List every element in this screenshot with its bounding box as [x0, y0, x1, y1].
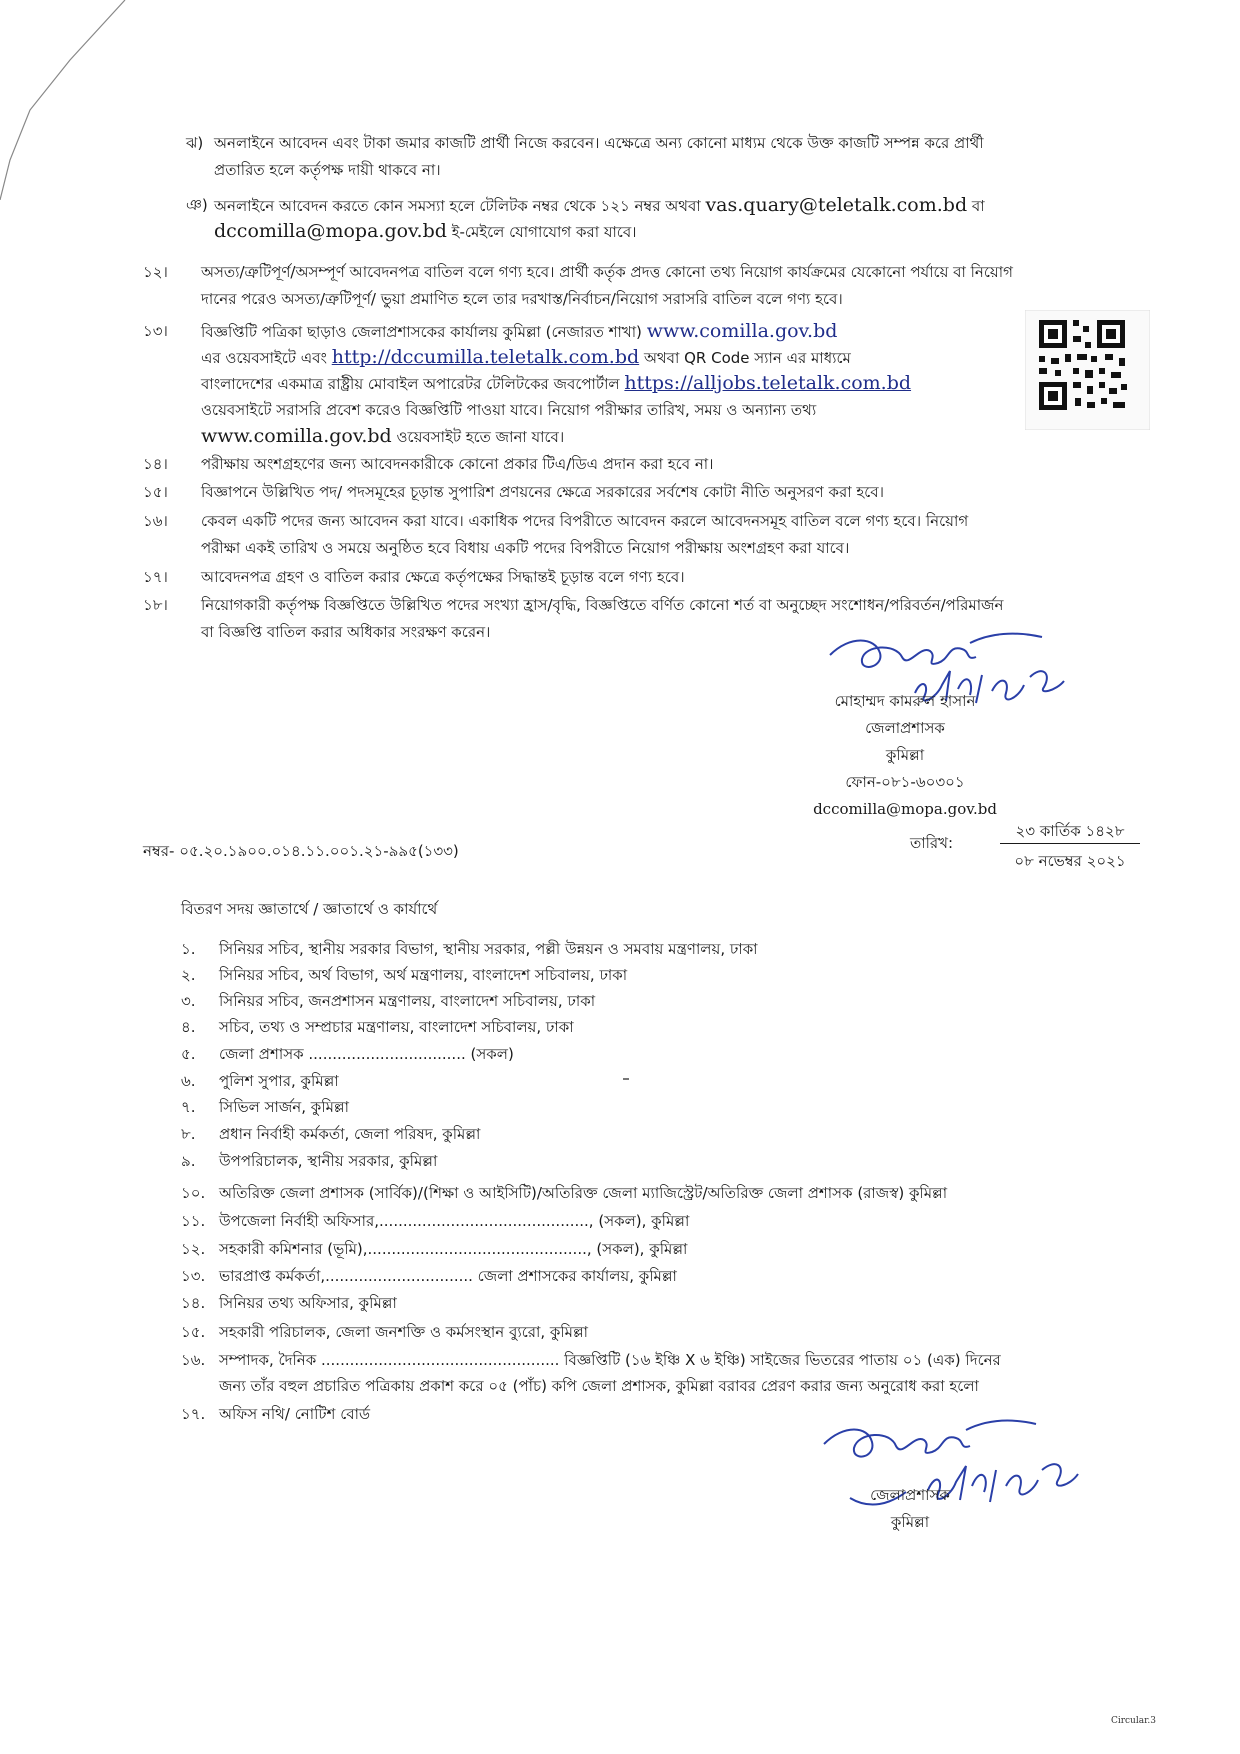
- distribution-item: [181, 1094, 349, 1120]
- distribution-item: [181, 1180, 947, 1206]
- item-jha-label: ঝ): [186, 134, 204, 152]
- distribution-item-number: ১১.: [181, 1212, 206, 1230]
- distribution-item-text: সিনিয়র সচিব, জনপ্রশাসন মন্ত্রণালয়, বাংলাদেশ সচিবালয়, ঢাকা: [219, 992, 596, 1010]
- distribution-item: [181, 1319, 588, 1345]
- distribution-item-number: ১৪.: [181, 1294, 206, 1312]
- distribution-item: [181, 1290, 397, 1316]
- item-nya-line1: অনলাইনে আবেদন করতে কোন সমস্যা হলে টেলিটক নম্বর থেকে ১২১ নম্বর অথবা vas.quary@teletalk.com.bd বা: [214, 194, 985, 216]
- item-nya-label: ঞ): [186, 196, 208, 214]
- distribution-item-text: উপপরিচালক, স্থানীয় সরকার, কুমিল্লা: [219, 1152, 438, 1170]
- clause-18-number: ১৮।: [143, 596, 168, 614]
- clause-12-line2: দানের পরেও অসত্য/ত্রুটিপূর্ণ/ ভুয়া প্রমাণিত হলে তার দরখাস্ত/নির্বাচন/নিয়োগ সরাসরি বাতিল বলে গণ্য হবে।: [201, 290, 843, 308]
- dc-email[interactable]: dccomilla@mopa.gov.bd: [214, 220, 447, 242]
- clause-16-line2: পরীক্ষা একই তারিখ ও সময়ে অনুষ্ঠিত হবে বিধায় একটি পদের বিপরীতে নিয়োগ পরীক্ষায় অংশগ্রহণ করা যাবে।: [201, 539, 850, 557]
- distribution-item-number: ১৫.: [181, 1323, 206, 1341]
- distribution-item: [181, 1236, 687, 1262]
- distribution-item: [181, 1263, 677, 1289]
- distribution-item: [181, 1401, 370, 1427]
- distribution-item-text: সহকারী কমিশনার (ভূমি),.............................................., (সকল), কুমিল্লা: [219, 1240, 688, 1258]
- distribution-item-text: সিনিয়র সচিব, স্থানীয় সরকার বিভাগ, স্থানীয় সরকার, পল্লী উন্নয়ন ও সমবায় মন্ত্রণালয়, ঢাকা: [219, 940, 758, 958]
- distribution-heading: বিতরণ সদয় জ্ঞাতার্থে / জ্ঞাতার্থে ও কার্যার্থে: [181, 900, 438, 918]
- distribution-item-text: সিনিয়র তথ্য অফিসার, কুমিল্লা: [219, 1294, 397, 1312]
- signatory2-designation: জেলাপ্রশাসক: [870, 1486, 950, 1504]
- signatory-name: মোহাম্মদ কামরুল হাসান: [834, 692, 976, 710]
- clause-14-number: ১৪।: [143, 455, 168, 473]
- distribution-item-text: সিভিল সার্জন, কুমিল্লা: [219, 1098, 349, 1116]
- distribution-item-number: ৬.: [181, 1072, 196, 1090]
- distribution-item-text: পুলিশ সুপার, কুমিল্লা: [219, 1072, 339, 1090]
- distribution-item-text: সহকারী পরিচালক, জেলা জনশক্তি ও কর্মসংস্থান ব্যুরো, কুমিল্লা: [219, 1323, 588, 1341]
- item-jha-line2: প্রতারিত হলে কর্তৃপক্ষ দায়ী থাকবে না।: [214, 161, 441, 179]
- distribution-item: [181, 1014, 574, 1040]
- signatory-place: কুমিল্লা: [885, 746, 925, 764]
- clause-15-number: ১৫।: [143, 483, 168, 501]
- distribution-item: [181, 1148, 437, 1174]
- distribution-item: [181, 1121, 480, 1147]
- date-divider: [1000, 843, 1140, 844]
- distribution-item-number: ১৭.: [181, 1405, 206, 1423]
- item-jha-line1: অনলাইনে আবেদন এবং টাকা জমার কাজটি প্রার্থী নিজে করবেন। এক্ষেত্রে অন্য কোনো মাধ্যম থেকে উক্ত কাজটি সম্পন্ন করে প্রার্থী: [214, 134, 984, 152]
- distribution-item-text: প্রধান নির্বাহী কর্মকর্তা, জেলা পরিষদ, কুমিল্লা: [219, 1125, 481, 1143]
- qr-code-icon[interactable]: [1025, 310, 1150, 430]
- distribution-item: [181, 1347, 1001, 1373]
- distribution-item-number: ৪.: [181, 1018, 196, 1036]
- clause-18-line2: বা বিজ্ঞপ্তি বাতিল করার অধিকার সংরক্ষণ করেন।: [201, 623, 491, 641]
- clause-13-number: ১৩।: [143, 322, 168, 340]
- clause-12-line1: অসত্য/ত্রুটিপূর্ণ/অসম্পূর্ণ আবেদনপত্র বাতিল বলে গণ্য হবে। প্রার্থী কর্তৃক প্রদত্ত কোনো তথ্য নিয়োগ কার্যক্রমের যেকোনো পর্যায়ে বা নিয়োগ: [201, 263, 1013, 281]
- date-english: ০৮ নভেম্বর ২০২১: [1014, 852, 1126, 870]
- clause-17-number: ১৭।: [143, 568, 168, 586]
- distribution-item-number: ৫.: [181, 1045, 196, 1063]
- distribution-item: [181, 936, 758, 962]
- signatory-designation: জেলাপ্রশাসক: [865, 719, 945, 737]
- distribution-item-number: ৭.: [181, 1098, 196, 1116]
- date-bangla: ২৩ কার্তিক ১৪২৮: [1015, 822, 1125, 840]
- memo-number: নম্বর- ০৫.২০.১৯০০.০১৪.১১.০০১.২১-৯৯৫(১৩৩): [143, 842, 459, 860]
- distribution-item: [181, 962, 627, 988]
- dccumilla-teletalk-link[interactable]: http://dccumilla.teletalk.com.bd: [331, 346, 640, 368]
- scan-edge-mark: [0, 0, 160, 200]
- distribution-item-number: ১.: [181, 940, 196, 958]
- clause-13-line5: www.comilla.gov.bd ওয়েবসাইট হতে জানা যাবে।: [201, 425, 565, 447]
- distribution-item-text: জেলা প্রশাসক ................................. (সকল): [219, 1045, 514, 1063]
- comilla-website-text[interactable]: www.comilla.gov.bd: [201, 425, 392, 447]
- clause-13-line1: বিজ্ঞপ্তিটি পত্রিকা ছাড়াও জেলাপ্রশাসকের কার্যালয় কুমিল্লা (নেজারত শাখা) www.comilla.gov.bd: [201, 320, 838, 342]
- distribution-item-text: ভারপ্রাপ্ত কর্মকর্তা,............................... জেলা প্রশাসকের কার্যালয়, কুমিল্লা: [219, 1267, 677, 1285]
- signatory-email[interactable]: dccomilla@mopa.gov.bd: [813, 800, 997, 818]
- distribution-item-number: ২.: [181, 966, 196, 984]
- date-label: তারিখ:: [910, 834, 954, 852]
- clause-18-line1: নিয়োগকারী কর্তৃপক্ষ বিজ্ঞপ্তিতে উল্লিখিত পদের সংখ্যা হ্রাস/বৃদ্ধি, বিজ্ঞপ্তিতে বর্ণিত কোনো শর্ত বা অনুচ্ছেদ সংশোধন/পরিবর্তন/পরিমার্জন: [201, 596, 1004, 614]
- distribution-item-text: অফিস নথি/ নোটিশ বোর্ড: [219, 1405, 371, 1423]
- clause-13-line2: এর ওয়েবসাইটে এবং http://dccumilla.teletalk.com.bd অথবা QR Code স্যান এর মাধ্যমে: [201, 346, 851, 368]
- distribution-item-number: ১২.: [181, 1240, 206, 1258]
- distribution-item: [181, 1068, 339, 1094]
- clause-16-line1: কেবল একটি পদের জন্য আবেদন করা যাবে। একাধিক পদের বিপরীতে আবেদন করলে আবেদনসমূহ বাতিল বলে গণ্য হবে। নিয়োগ: [201, 512, 969, 530]
- distribution-item-text: সচিব, তথ্য ও সম্প্রচার মন্ত্রণালয়, বাংলাদেশ সচিবালয়, ঢাকা: [219, 1018, 574, 1036]
- distribution-item-text: অতিরিক্ত জেলা প্রশাসক (সার্বিক)/(শিক্ষা ও আইসিটি)/অতিরিক্ত জেলা ম্যাজিস্ট্রেট/অতিরিক্ত জেলা প্রশাসক (রাজস্ব) কুমিল্লা: [219, 1184, 948, 1202]
- signatory2-place: কুমিল্লা: [890, 1513, 930, 1531]
- distribution-item: [181, 988, 595, 1014]
- distribution-item-number: ১০.: [181, 1184, 206, 1202]
- signatory-phone: ফোন-০৮১-৬০৩০১: [845, 773, 965, 791]
- distribution-item-text: উপজেলা নির্বাহী অফিসার,............................................, (সকল), কুমিল্লা: [219, 1212, 690, 1230]
- distribution-item-number: ১৩.: [181, 1267, 206, 1285]
- circular-tag: Circular.3: [1110, 1716, 1156, 1726]
- clause-16-number: ১৬।: [143, 512, 168, 530]
- clause-13-line3: বাংলাদেশের একমাত্র রাষ্ট্রীয় মোবাইল অপারেটর টেলিটকের জবপোর্টাল https://alljobs.teletalk.com.bd: [201, 372, 912, 394]
- item-nya-line2: dccomilla@mopa.gov.bd ই-মেইলে যোগাযোগ করা যাবে।: [214, 220, 637, 242]
- distribution-item-text: সিনিয়র সচিব, অর্থ বিভাগ, অর্থ মন্ত্রণালয়, বাংলাদেশ সচিবালয়, ঢাকা: [219, 966, 628, 984]
- clause-13-line4: ওয়েবসাইটে সরাসরি প্রবেশ করেও বিজ্ঞপ্তিটি পাওয়া যাবে। নিয়োগ পরীক্ষার তারিখ, সময় ও অন্যান্য তথ্য: [201, 401, 817, 419]
- distribution-item-text: সম্পাদক, দৈনিক .................................................. বিজ্ঞপ্তিটি (১৬ ইঞ্চি X ৬ ইঞ্চি) সাইজের ভিতরের পাতায় ০১ (এক) দিনের: [219, 1351, 1001, 1369]
- clause-17-line1: আবেদনপত্র গ্রহণ ও বাতিল করার ক্ষেত্রে কর্তৃপক্ষের সিদ্ধান্তই চূড়ান্ত বলে গণ্য হবে।: [201, 568, 685, 586]
- clause-12-number: ১২।: [143, 263, 168, 281]
- distribution-item-number: ১৬.: [181, 1351, 206, 1369]
- comilla-website-link[interactable]: www.comilla.gov.bd: [646, 320, 838, 342]
- clause-14-line1: পরীক্ষায় অংশগ্রহণের জন্য আবেদনকারীকে কোনো প্রকার টিএ/ডিএ প্রদান করা হবে না।: [201, 455, 714, 473]
- distribution-item-text: জন্য তাঁর বহুল প্রচারিত পত্রিকায় প্রকাশ করে ০৫ (পাঁচ) কপি জেলা প্রশাসক, কুমিল্লা বরাবর প্রেরণ করার জন্য অনুরোধ করা হলো: [219, 1377, 979, 1395]
- distribution-item-number: ৩.: [181, 992, 196, 1010]
- alljobs-teletalk-link[interactable]: https://alljobs.teletalk.com.bd: [624, 372, 912, 394]
- distribution-item: [181, 1373, 979, 1399]
- distribution-item: [181, 1208, 689, 1234]
- distribution-item: [181, 1041, 514, 1067]
- distribution-item-number: ৯.: [181, 1152, 196, 1170]
- scan-dash-mark: [623, 1078, 629, 1080]
- teletalk-email[interactable]: vas.quary@teletalk.com.bd: [705, 194, 968, 216]
- distribution-item-number: ৮.: [181, 1125, 196, 1143]
- clause-15-line1: বিজ্ঞাপনে উল্লিখিত পদ/ পদসমূহের চূড়ান্ত সুপারিশ প্রণয়নের ক্ষেত্রে সরকারের সর্বশেষ কোটা নীতি অনুসরণ করা হবে।: [201, 483, 884, 501]
